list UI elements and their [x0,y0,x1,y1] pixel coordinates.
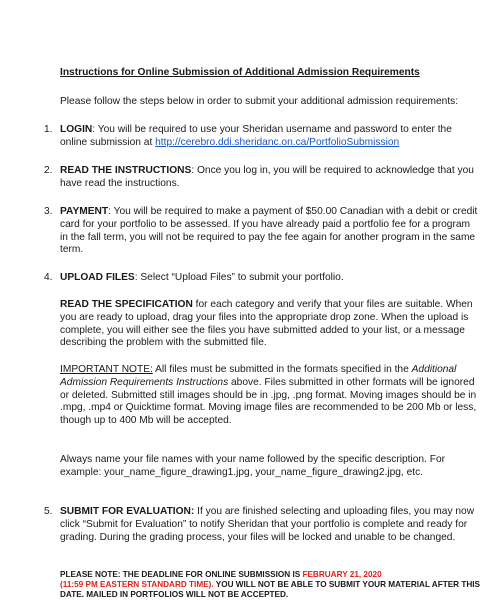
deadline-date: FEBRUARY 21, 2020 [302,570,382,579]
important-italic: Additional Admission Requirements Instructions [60,364,457,388]
step-5-submit-evaluation [60,506,480,544]
deadline-lead: PLEASE NOTE: THE DEADLINE FOR ONLINE SUBMISSION IS [60,570,303,579]
step-3-number: 3. [44,206,53,217]
step-1-text: : You will be required to use your Sheridan username and password to enter the online submission at [60,124,452,148]
step-1-number: 1. [44,124,53,135]
deadline-notice [60,570,480,600]
step-1-heading: LOGIN [60,124,93,135]
step-5-text: If you are finished selecting and uploading files, you may now click “Submit for Evaluation” to notify Sheridan that your portfolio is complete and ready for grading. During the grading process, your files will be locked and unable to be changed. [60,506,475,543]
step-2-heading: READ THE INSTRUCTIONS [60,165,192,176]
deadline-time: (11:59 PM EASTERN STANDARD TIME). [60,580,214,589]
important-note-paragraph [60,364,480,428]
step-2-number: 2. [44,165,53,176]
step-1-login [60,124,480,150]
naming-paragraph: Always name your file names with your name followed by the specific description. For example: your_name_figure_drawing1.jpg, your_name_figure_drawing2.jpg, etc. [60,454,446,478]
step-2-read-instructions [60,165,480,191]
spec-text: for each category and verify that your files are suitable. When you are ready to upload, drag your files into the appropriate drop zone. When the upload is complete, you will either see the files you have submitted added to your list, or a message describing the problem with the submitted file. [60,299,473,349]
important-note-label: IMPORTANT NOTE: [60,364,153,375]
read-specification-paragraph [60,299,480,350]
step-4-upload-files [60,272,480,285]
important-text-b: above. Files submitted in other formats will be ignored or deleted. Submitted still images should be in .jpg, .png format. Moving images should be in .mpg, .mp4 or Quicktime format. Moving image files are recommended to be 200 Mb or less, though up to 400 Mb will be accepted. [60,376,477,427]
step-4-heading: UPLOAD FILES [60,272,135,283]
step-3-payment [60,206,480,257]
spec-heading: READ THE SPECIFICATION [60,299,193,310]
step-4-number: 4. [44,272,53,283]
deadline-rest: YOU WILL NOT BE ABLE TO SUBMIT YOUR MATERIAL AFTER THIS DATE. MAILED IN PORTFOLIOS WILL NOT BE ACCEPTED. [60,580,481,599]
step-5-heading: SUBMIT FOR EVALUATION: [60,506,195,517]
intro-text: Please follow the steps below in order to submit your additional admission requirements: [60,96,459,107]
step-5-number: 5. [44,506,53,517]
step-3-text: : You will be required to make a payment of $50.00 Canadian with a debit or credit card for your portfolio to be assessed. If you have already paid a portfolio fee for a program in the fall term, you will not be required to pay the fee again for another program in the same term. [60,206,478,256]
portfolio-submission-link[interactable]: http://cerebro.ddi.sheridanc.on.ca/PortfolioSubmission [155,136,400,148]
important-text-a: All files must be submitted in the formats specified in the [152,364,412,375]
document-title: Instructions for Online Submission of Additional Admission Requirements [60,67,420,78]
step-4-text: : Select “Upload Files” to submit your portfolio. [134,272,344,283]
step-3-heading: PAYMENT [60,206,109,217]
step-2-text: : Once you log in, you will be required to acknowledge that you have read the instructions. [60,165,474,189]
